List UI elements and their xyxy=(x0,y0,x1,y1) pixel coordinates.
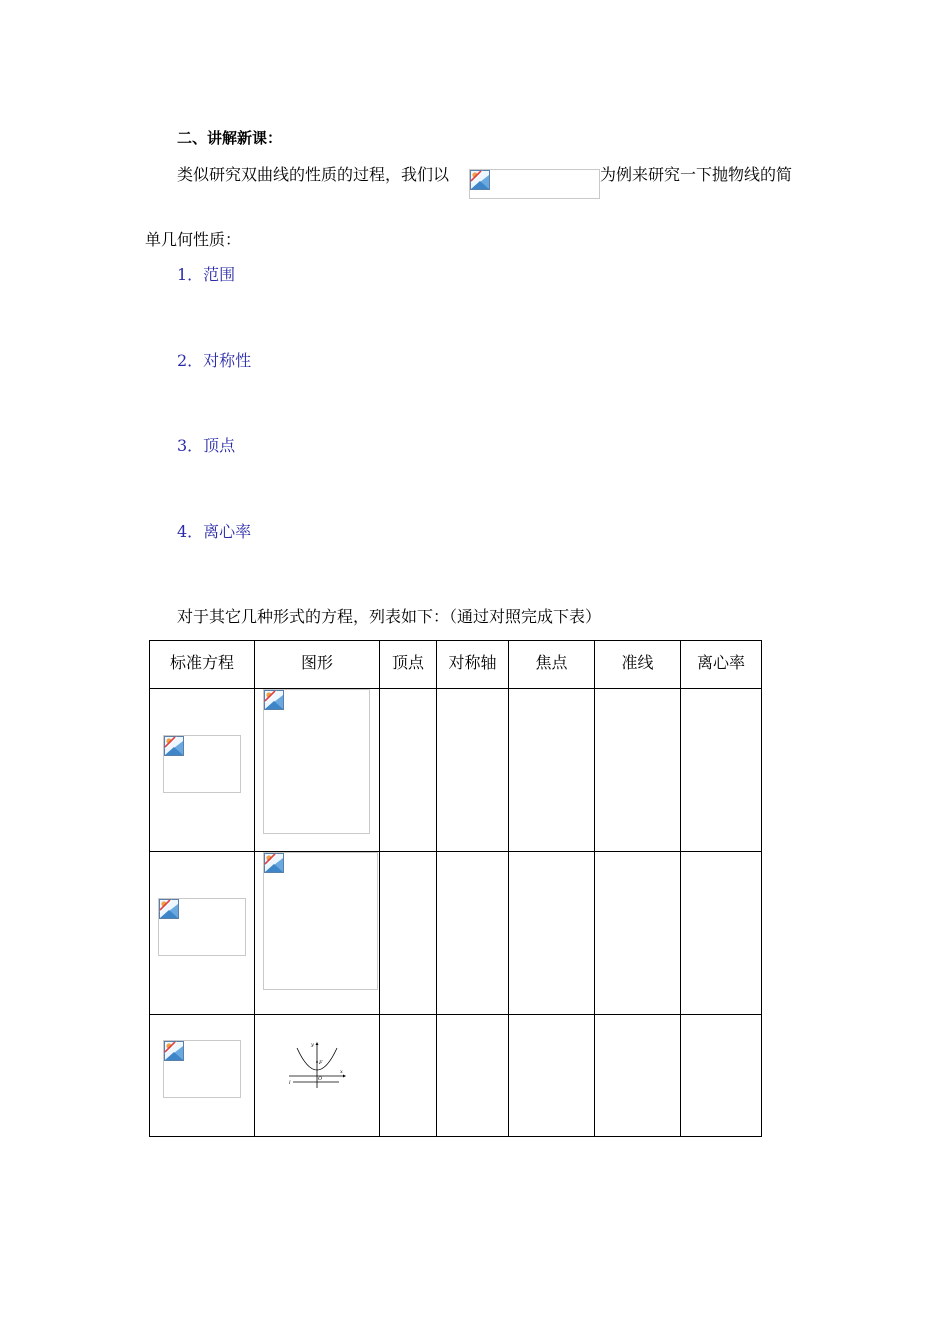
header-standard-equation: 标准方程 xyxy=(150,641,255,689)
equation-image xyxy=(163,735,241,793)
focus-cell xyxy=(509,689,595,852)
table-header-row xyxy=(150,641,762,689)
graph-image xyxy=(263,852,378,990)
graph-cell xyxy=(255,852,380,1015)
table-row xyxy=(150,852,762,1015)
section-heading: 二、讲解新课： xyxy=(177,129,283,147)
intro-text-continuation: 单几何性质： xyxy=(145,230,242,249)
header-eccentricity: 离心率 xyxy=(681,641,762,689)
vertex-cell xyxy=(380,852,437,1015)
y-axis-label: y xyxy=(311,1042,314,1048)
broken-image-icon xyxy=(470,170,490,190)
parabola-graph xyxy=(287,1040,349,1090)
header-axis: 对称轴 xyxy=(437,641,509,689)
property-range: 1．范围 xyxy=(177,265,236,284)
table-row xyxy=(150,1015,762,1137)
axis-cell xyxy=(437,852,509,1015)
intro-text-after: 为例来研究一下抛物线的简 xyxy=(600,165,793,184)
axis-cell xyxy=(437,689,509,852)
header-directrix: 准线 xyxy=(595,641,681,689)
focus-cell xyxy=(509,1015,595,1137)
vertex-cell xyxy=(380,1015,437,1137)
table-intro: 对于其它几种形式的方程，列表如下：（通过对照完成下表） xyxy=(177,607,602,626)
eccentricity-cell xyxy=(681,1015,762,1137)
intro-text-before: 类似研究双曲线的性质的过程，我们以 xyxy=(177,165,450,184)
broken-image-icon xyxy=(264,853,284,873)
graph-image xyxy=(263,689,370,834)
graph-cell xyxy=(255,689,380,852)
property-vertex: 3．顶点 xyxy=(177,436,236,455)
directrix-label: l xyxy=(289,1080,291,1086)
equation-image xyxy=(158,898,246,956)
header-focus: 焦点 xyxy=(509,641,595,689)
header-vertex: 顶点 xyxy=(380,641,437,689)
equation-cell xyxy=(150,852,255,1015)
equation-image xyxy=(163,1040,241,1098)
header-graph: 图形 xyxy=(255,641,380,689)
directrix-cell xyxy=(595,852,681,1015)
parabola-properties-table xyxy=(149,640,762,1137)
directrix-cell xyxy=(595,1015,681,1137)
broken-image-icon xyxy=(164,1041,184,1061)
eccentricity-cell xyxy=(681,852,762,1015)
x-axis-label: x xyxy=(340,1069,343,1075)
table-row xyxy=(150,689,762,852)
origin-label: O xyxy=(318,1076,323,1082)
broken-image-icon xyxy=(159,899,179,919)
equation-image xyxy=(469,169,600,199)
broken-image-icon xyxy=(164,736,184,756)
broken-image-icon xyxy=(264,690,284,710)
focus-cell xyxy=(509,852,595,1015)
property-eccentricity: 4．离心率 xyxy=(177,522,252,541)
property-symmetry: 2．对称性 xyxy=(177,351,252,370)
equation-cell xyxy=(150,1015,255,1137)
vertex-cell xyxy=(380,689,437,852)
equation-cell xyxy=(150,689,255,852)
eccentricity-cell xyxy=(681,689,762,852)
directrix-cell xyxy=(595,689,681,852)
focus-label: F xyxy=(319,1060,323,1066)
axis-cell xyxy=(437,1015,509,1137)
graph-cell xyxy=(255,1015,380,1137)
